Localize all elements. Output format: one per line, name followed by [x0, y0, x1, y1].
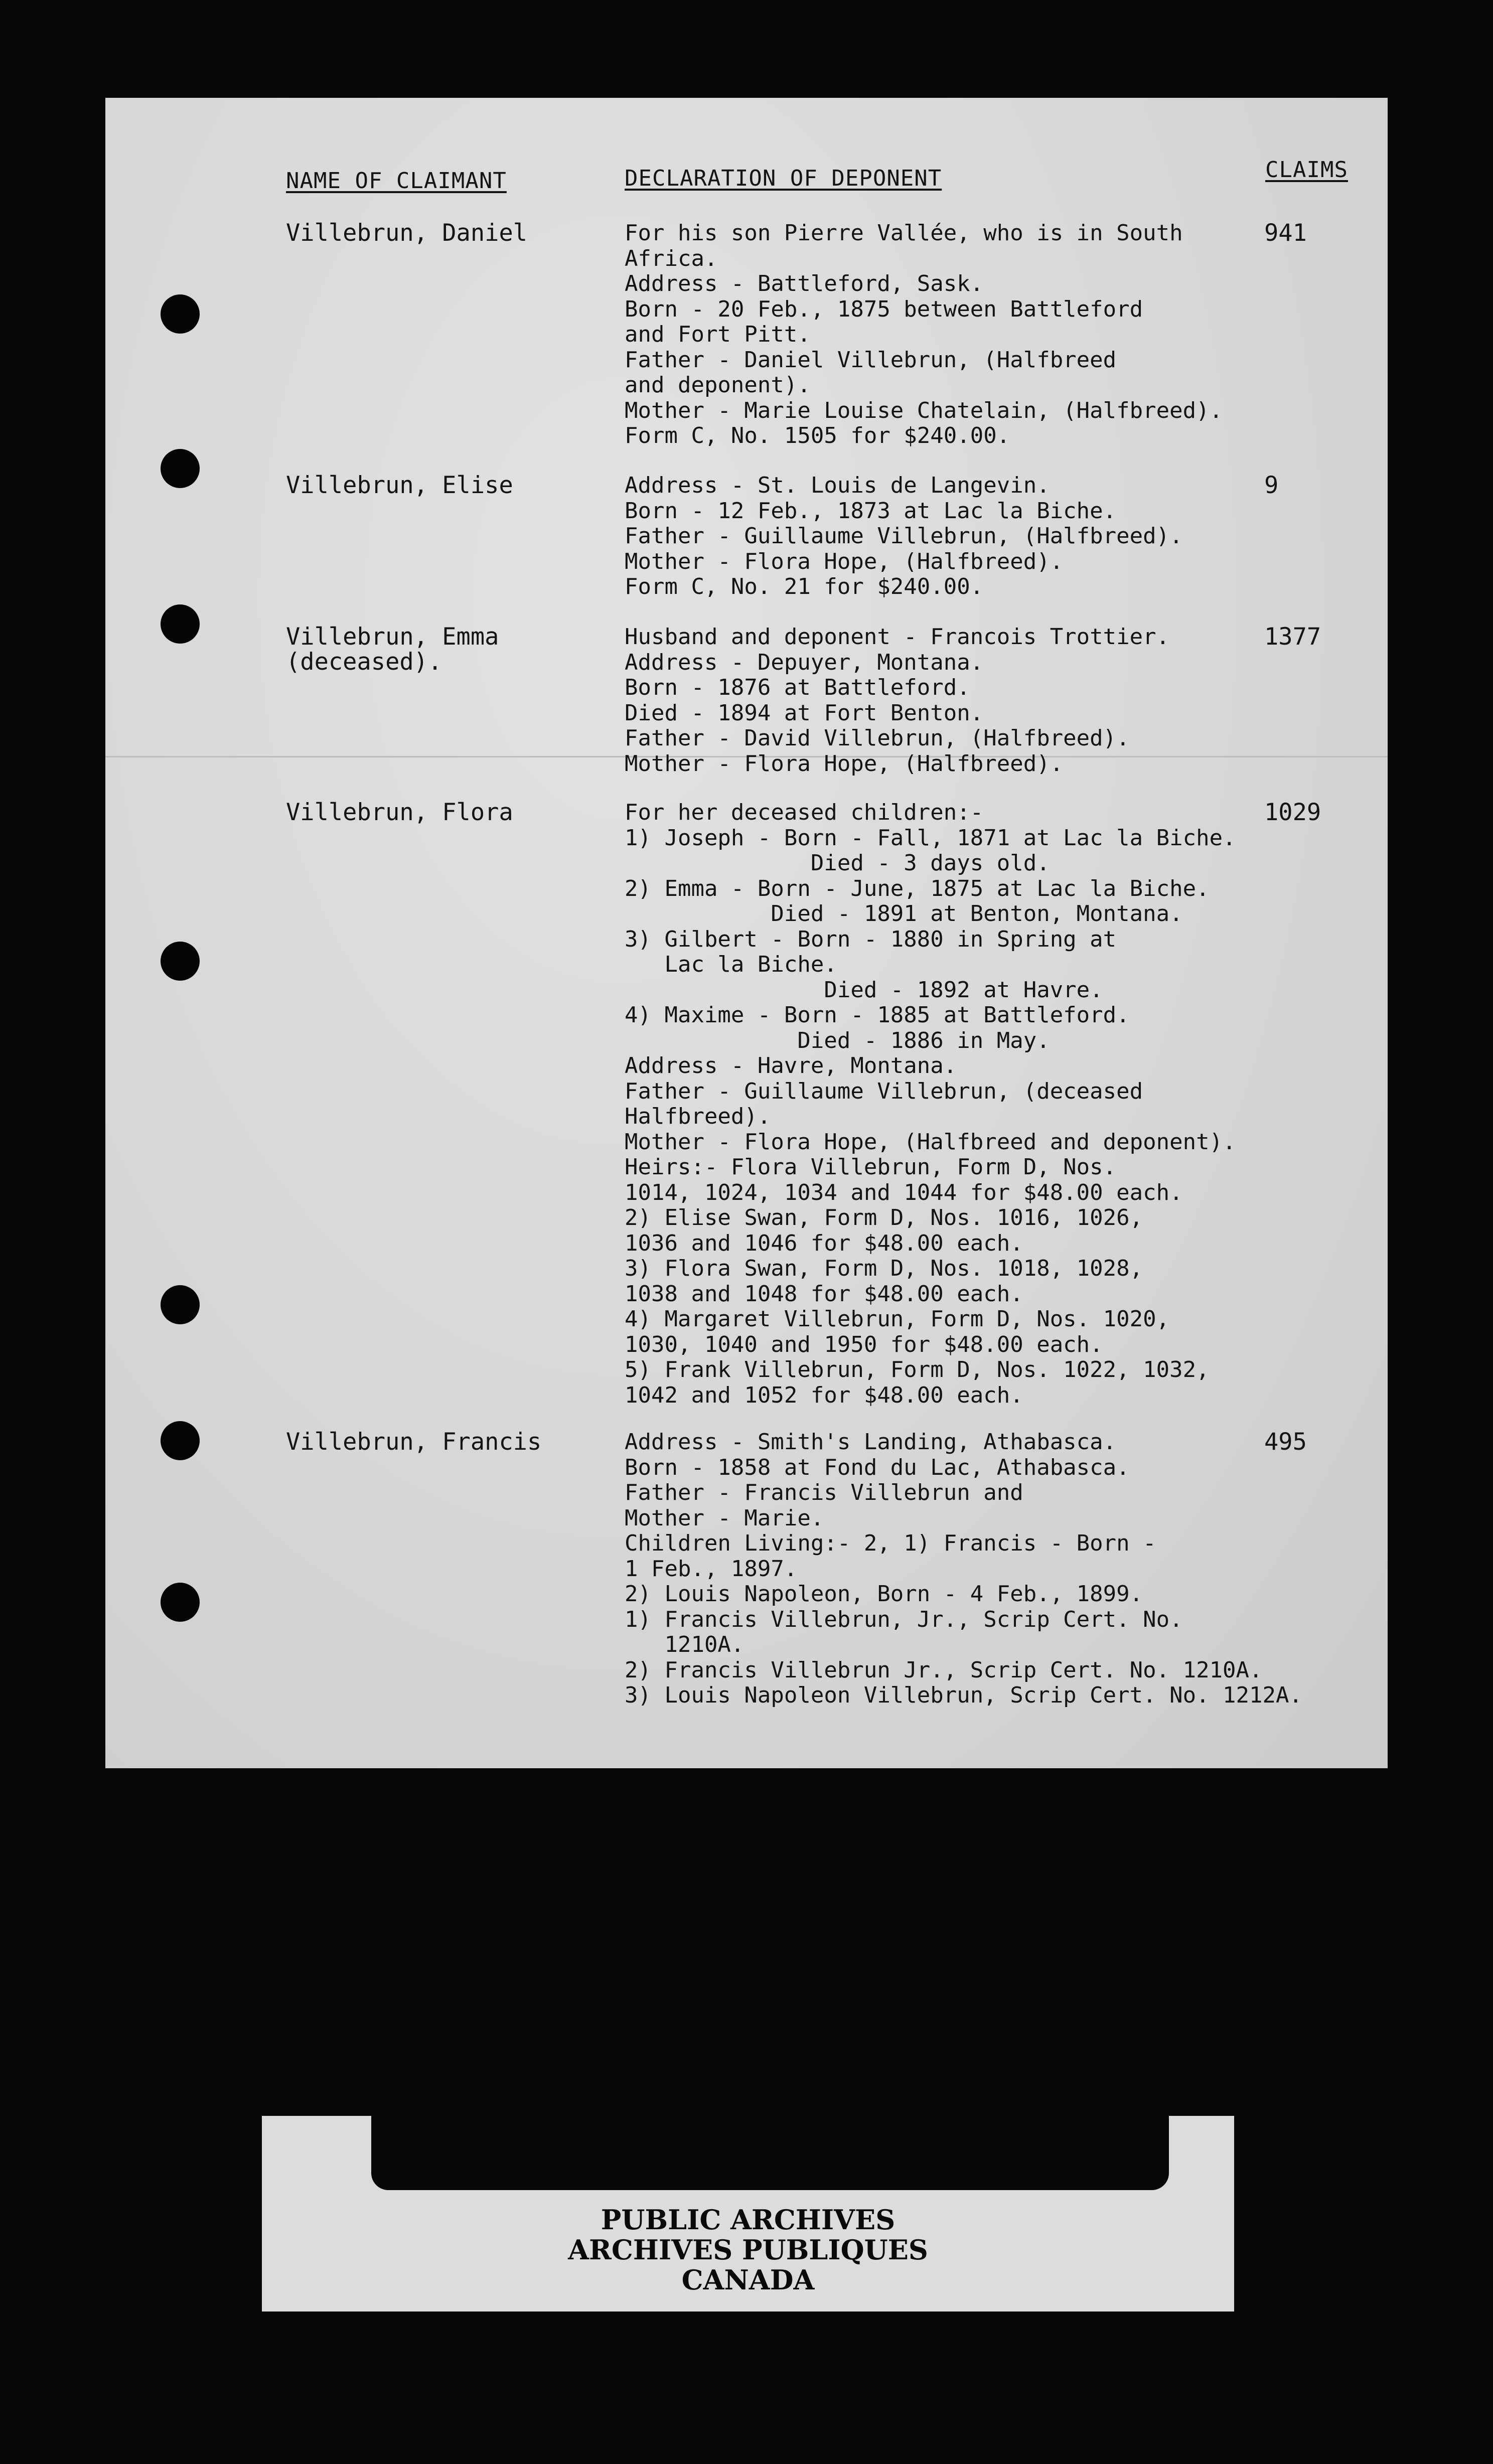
declaration-line: Born - 20 Feb., 1875 between Battleford	[625, 296, 1143, 322]
declaration-line: 3) Flora Swan, Form D, Nos. 1018, 1028,	[625, 1256, 1143, 1281]
declaration-line: 1) Joseph - Born - Fall, 1871 at Lac la Biche.	[625, 825, 1236, 851]
declaration-line: Halfbreed).	[625, 1104, 771, 1129]
declaration-line: Father - Francis Villebrun and	[625, 1480, 1023, 1505]
declaration-line: Address - St. Louis de Langevin.	[625, 473, 1050, 498]
header-name-of-claimant: NAME OF CLAIMANT	[286, 168, 507, 194]
declaration-text	[625, 473, 1342, 600]
binder-hole	[161, 942, 200, 981]
claimant-name: Villebrun, Elise	[286, 472, 513, 499]
declaration-line: Address - Battleford, Sask.	[625, 271, 984, 296]
declaration-line: 5) Frank Villebrun, Form D, Nos. 1022, 1032,	[625, 1357, 1210, 1382]
declaration-line: Form C, No. 1505 for $240.00.	[625, 423, 1010, 448]
declaration-line: 1) Francis Villebrun, Jr., Scrip Cert. No.	[625, 1606, 1183, 1632]
declaration-line: Mother - Marie Louise Chatelain, (Halfbreed).	[625, 397, 1223, 423]
declaration-line: Lac la Biche.	[625, 952, 837, 977]
declaration-line: 1 Feb., 1897.	[625, 1556, 798, 1582]
declaration-line: Died - 3 days old.	[625, 850, 1050, 876]
binder-hole	[161, 1583, 200, 1622]
binder-hole	[161, 294, 200, 334]
declaration-line: Husband and deponent - Francois Trottier.	[625, 624, 1170, 650]
declaration-line: Father - David Villebrun, (Halfbreed).	[625, 725, 1130, 751]
declaration-line: Africa.	[625, 245, 718, 271]
declaration-line: 2) Emma - Born - June, 1875 at Lac la Biche.	[625, 875, 1210, 901]
declaration-line: Mother - Flora Hope, (Halfbreed and deponent).	[625, 1129, 1236, 1155]
declaration-line: 3) Gilbert - Born - 1880 in Spring at	[625, 926, 1117, 952]
declaration-line: 1042 and 1052 for $48.00 each.	[625, 1382, 1023, 1408]
stamp-line-canada: CANADA	[681, 2264, 815, 2296]
declaration-line: 1030, 1040 and 1950 for $48.00 each.	[625, 1331, 1103, 1357]
declaration-line: 2) Francis Villebrun Jr., Scrip Cert. No. 1210A.	[625, 1657, 1263, 1683]
declaration-line: Father - Guillaume Villebrun, (Halfbreed).	[625, 523, 1183, 549]
archives-stamp-notch	[371, 2116, 1169, 2190]
declaration-line: Form C, No. 21 for $240.00.	[625, 574, 984, 599]
declaration-line: 3) Louis Napoleon Villebrun, Scrip Cert. No. 1212A.	[625, 1682, 1303, 1708]
declaration-line: Died - 1892 at Havre.	[625, 977, 1103, 1003]
declaration-line: and deponent).	[625, 372, 811, 398]
declaration-text	[625, 1430, 1342, 1709]
archives-stamp	[262, 2205, 1234, 2295]
declaration-line: 1038 and 1048 for $48.00 each.	[625, 1281, 1023, 1307]
declaration-line: Mother - Flora Hope, (Halfbreed).	[625, 548, 1064, 574]
binder-hole	[161, 1421, 200, 1460]
declaration-line: Address - Smith's Landing, Athabasca.	[625, 1429, 1117, 1455]
document-page	[105, 98, 1388, 1768]
declaration-line: Father - Guillaume Villebrun, (deceased	[625, 1078, 1143, 1104]
binder-hole	[161, 604, 200, 644]
binder-hole	[161, 1285, 200, 1324]
declaration-line: Address - Havre, Montana.	[625, 1053, 957, 1079]
declaration-line: 1036 and 1046 for $48.00 each.	[625, 1230, 1023, 1256]
claim-number: 1029	[1264, 799, 1321, 826]
stamp-line-archives-publiques: ARCHIVES PUBLIQUES	[568, 2234, 928, 2266]
claim-number: 941	[1264, 219, 1307, 247]
declaration-line: Born - 1858 at Fond du Lac, Athabasca.	[625, 1454, 1130, 1480]
declaration-line: Heirs:- Flora Villebrun, Form D, Nos.	[625, 1154, 1117, 1180]
declaration-line: Died - 1891 at Benton, Montana.	[625, 901, 1183, 927]
declaration-text	[625, 625, 1342, 777]
declaration-line: 2) Louis Napoleon, Born - 4 Feb., 1899.	[625, 1581, 1143, 1607]
binder-hole	[161, 449, 200, 488]
declaration-line: Died - 1886 in May.	[625, 1027, 1050, 1053]
declaration-line: For her deceased children:-	[625, 800, 984, 825]
declaration-line: Mother - Flora Hope, (Halfbreed).	[625, 750, 1064, 777]
declaration-line: For his son Pierre Vallée, who is in South	[625, 220, 1183, 246]
declaration-line: Address - Depuyer, Montana.	[625, 649, 984, 675]
declaration-line: 1210A.	[625, 1632, 744, 1657]
claimant-name: Villebrun, Francis	[286, 1428, 542, 1456]
declaration-line: 4) Maxime - Born - 1885 at Battleford.	[625, 1002, 1130, 1028]
declaration-line: 2) Elise Swan, Form D, Nos. 1016, 1026,	[625, 1205, 1143, 1230]
claimant-name: Villebrun, Flora	[286, 799, 513, 826]
header-declaration-of-deponent: DECLARATION OF DEPONENT	[625, 166, 942, 191]
declaration-line: Born - 12 Feb., 1873 at Lac la Biche.	[625, 498, 1117, 524]
declaration-line: Born - 1876 at Battleford.	[625, 675, 970, 700]
declaration-line: Children Living:- 2, 1) Francis - Born -	[625, 1530, 1156, 1556]
declaration-line: Mother - Marie.	[625, 1505, 824, 1531]
claim-number: 495	[1264, 1428, 1307, 1456]
declaration-line: 4) Margaret Villebrun, Form D, Nos. 1020,	[625, 1306, 1170, 1332]
claimant-name: Villebrun, Daniel	[286, 219, 528, 247]
claim-number: 9	[1264, 472, 1279, 499]
declaration-text	[625, 221, 1342, 449]
claimant-name: Villebrun, Emma (deceased).	[286, 623, 499, 676]
declaration-line: 1014, 1024, 1034 and 1044 for $48.00 each.	[625, 1179, 1183, 1205]
claim-number: 1377	[1264, 623, 1321, 651]
declaration-line: Died - 1894 at Fort Benton.	[625, 700, 984, 726]
stamp-line-public-archives: PUBLIC ARCHIVES	[601, 2204, 895, 2236]
declaration-text	[625, 800, 1342, 1408]
declaration-line: Father - Daniel Villebrun, (Halfbreed	[625, 347, 1117, 373]
declaration-line: and Fort Pitt.	[625, 322, 811, 347]
header-claims: CLAIMS	[1265, 157, 1348, 183]
